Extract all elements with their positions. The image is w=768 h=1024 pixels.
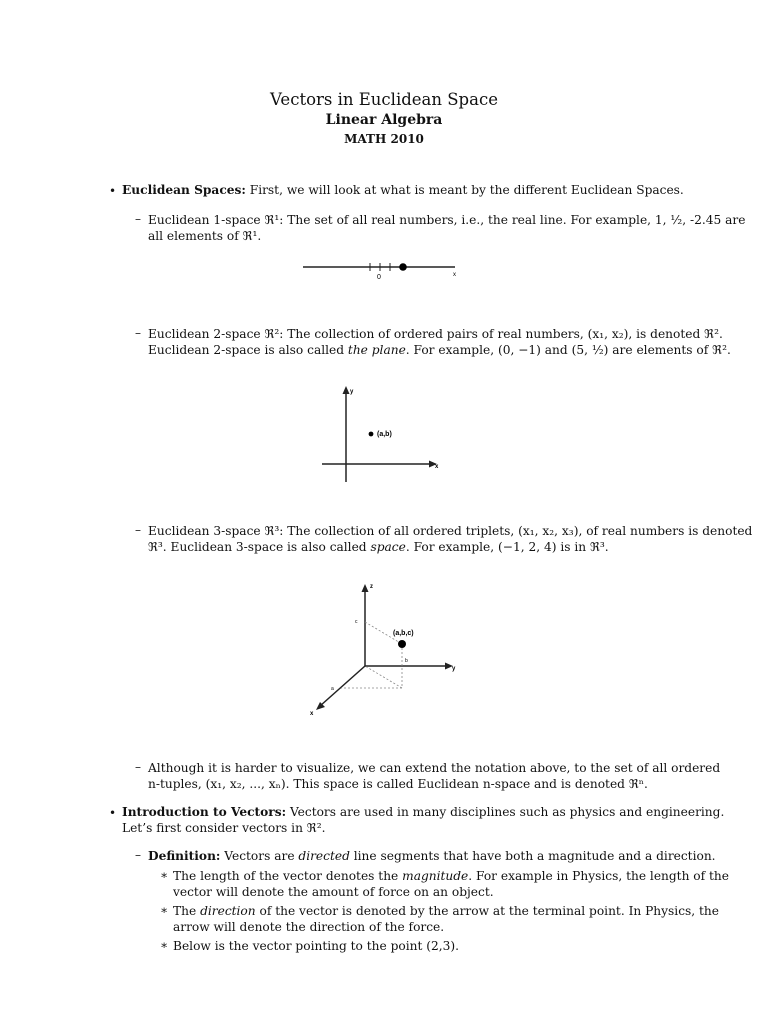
item2-line2: arrow will denote the direction of the force. xyxy=(173,920,445,934)
y-axis-label: y xyxy=(452,666,456,672)
bullet-marker: • xyxy=(109,184,117,198)
document-subtitle: Linear Algebra xyxy=(325,112,443,128)
item1-line2: vector will denote the amount of force on an object. xyxy=(173,885,494,899)
euclidean-spaces-text: First, we will look at what is meant by the different Euclidean Spaces. xyxy=(245,183,684,197)
r2-line1: Euclidean 2-space ℜ²: The collection of ordered pairs of real numbers, (x₁, x₂), is denoted ℜ². xyxy=(148,327,723,341)
item1-line1 xyxy=(173,868,729,884)
item1-emphasis: magnitude xyxy=(402,869,469,883)
item2-text-a: The xyxy=(173,904,201,918)
r2-line2 xyxy=(148,342,731,358)
point-label: (a,b) xyxy=(377,431,392,438)
r3-text-a: ℜ³. Euclidean 3-space is also called xyxy=(148,540,371,554)
b-label: b xyxy=(405,658,408,664)
item1-text-b: . For example in Physics, the length of the xyxy=(468,869,729,883)
item2-text-b: of the vector is denoted by the arrow at the terminal point. In Physics, the xyxy=(255,904,719,918)
star-marker: ∗ xyxy=(160,903,169,917)
intro-vectors-text: Vectors are used in many disciplines such as physics and engineering. xyxy=(286,805,725,819)
document-title: Vectors in Euclidean Space xyxy=(270,90,498,109)
intro-vectors-heading: Introduction to Vectors: xyxy=(122,805,287,819)
item3-line: Below is the vector pointing to the point (2,3). xyxy=(173,939,460,953)
bullet-marker: • xyxy=(109,806,117,820)
r2-text-b: . For example, (0, −1) and (5, ½) are elements of ℜ². xyxy=(405,343,731,357)
intro-vectors-line1 xyxy=(122,804,724,820)
definition-emphasis: directed xyxy=(298,849,350,863)
course-code: MATH 2010 xyxy=(344,132,424,146)
star-marker: ∗ xyxy=(160,938,169,952)
c-label: c xyxy=(355,619,358,625)
dash-marker: – xyxy=(135,848,141,862)
dash-marker: – xyxy=(135,523,141,537)
rn-line2: n-tuples, (x₁, x₂, ..., xₙ). This space is called Euclidean n-space and is denoted ℜⁿ. xyxy=(148,777,648,791)
r2-emphasis: the plane xyxy=(347,343,406,357)
item2-line1 xyxy=(173,903,719,919)
r1-line1: Euclidean 1-space ℜ¹: The set of all real numbers, i.e., the real line. For example, 1, ½, -2.45 are xyxy=(148,213,746,227)
z-axis-label: z xyxy=(370,584,373,590)
point-label: (a,b,c) xyxy=(393,630,414,637)
projection-line xyxy=(365,666,402,688)
x-axis xyxy=(320,666,365,706)
x-axis-label: x xyxy=(310,711,314,717)
item2-emphasis: direction xyxy=(200,904,256,918)
arrow-head-icon xyxy=(362,584,369,592)
intro-vectors-line2: Let’s first consider vectors in ℜ². xyxy=(122,821,326,835)
r1-line2: all elements of ℜ¹. xyxy=(148,229,262,243)
dash-marker: – xyxy=(135,760,141,774)
x-axis-label: x xyxy=(435,464,439,470)
a-label: a xyxy=(331,686,334,692)
euclidean-spaces-heading: Euclidean Spaces: xyxy=(122,183,246,197)
definition-line xyxy=(148,848,716,864)
space-figure xyxy=(305,578,465,718)
r3-line2 xyxy=(148,539,609,555)
rn-line1: Although it is harder to visualize, we can extend the notation above, to the set of all ordered xyxy=(148,761,721,775)
dash-marker: – xyxy=(135,212,141,226)
r3-line1: Euclidean 3-space ℜ³: The collection of all ordered triplets, (x₁, x₂, x₃), of real numbers is denoted xyxy=(148,524,753,538)
euclidean-spaces-intro xyxy=(122,182,684,198)
zero-label: 0 xyxy=(377,274,381,281)
definition-text-b: line segments that have both a magnitude and a direction. xyxy=(349,849,716,863)
point-marker xyxy=(399,263,407,271)
r3-text-b: . For example, (−1, 2, 4) is in ℜ³. xyxy=(405,540,609,554)
y-axis-label: y xyxy=(350,389,354,395)
point-marker xyxy=(369,432,374,437)
arrow-head-icon xyxy=(343,386,350,394)
definition-text-a: Vectors are xyxy=(220,849,299,863)
dash-marker: – xyxy=(135,326,141,340)
item1-text-a: The length of the vector denotes the xyxy=(173,869,403,883)
point-marker xyxy=(398,640,406,648)
star-marker: ∗ xyxy=(160,868,169,882)
r3-emphasis: space xyxy=(370,540,406,554)
x-axis-label: x xyxy=(453,272,456,278)
real-line-figure xyxy=(300,255,466,285)
plane-figure xyxy=(318,382,448,488)
definition-heading: Definition: xyxy=(148,849,221,863)
r2-text-a: Euclidean 2-space is also called xyxy=(148,343,348,357)
